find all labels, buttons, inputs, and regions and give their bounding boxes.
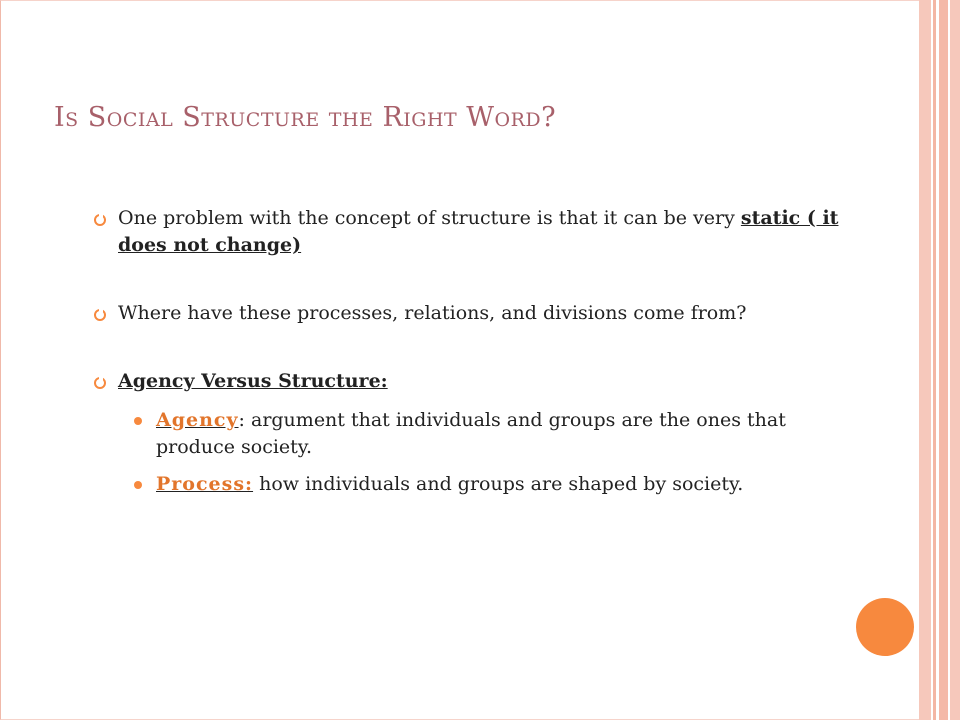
bullet-emphasis: static ( it does not change) [118,207,839,256]
sub-bullet-term: Process: [156,473,254,495]
sub-bullet-term: Agency [156,409,239,431]
sub-bullet-item [90,471,850,498]
sub-bullet-text: how individuals and groups are shaped by society. [253,473,744,495]
bullet-icon [94,377,106,389]
bullet-item [90,300,850,327]
bullet-text: One problem with the concept of structure is that it can be very [118,207,741,229]
bullet-icon [94,214,106,226]
slide-title: Is Social Structure the Right Word? [54,102,557,133]
decorative-stripe [950,0,960,720]
decorative-stripe [919,0,931,720]
accent-circle [856,598,914,656]
sub-bullet-item [90,407,850,461]
decorative-stripe [939,0,948,720]
bullet-icon [94,309,106,321]
bullet-text: Where have these processes, relations, and divisions come from? [118,302,747,324]
bullet-heading: Agency Versus Structure: [118,370,388,392]
bullet-item [90,205,850,259]
bullet-item [90,368,850,395]
dot-icon [134,481,142,489]
slide-content [90,205,850,508]
dot-icon [134,417,142,425]
sub-bullet-text: : argument that individuals and groups are the ones that produce society. [156,409,786,458]
